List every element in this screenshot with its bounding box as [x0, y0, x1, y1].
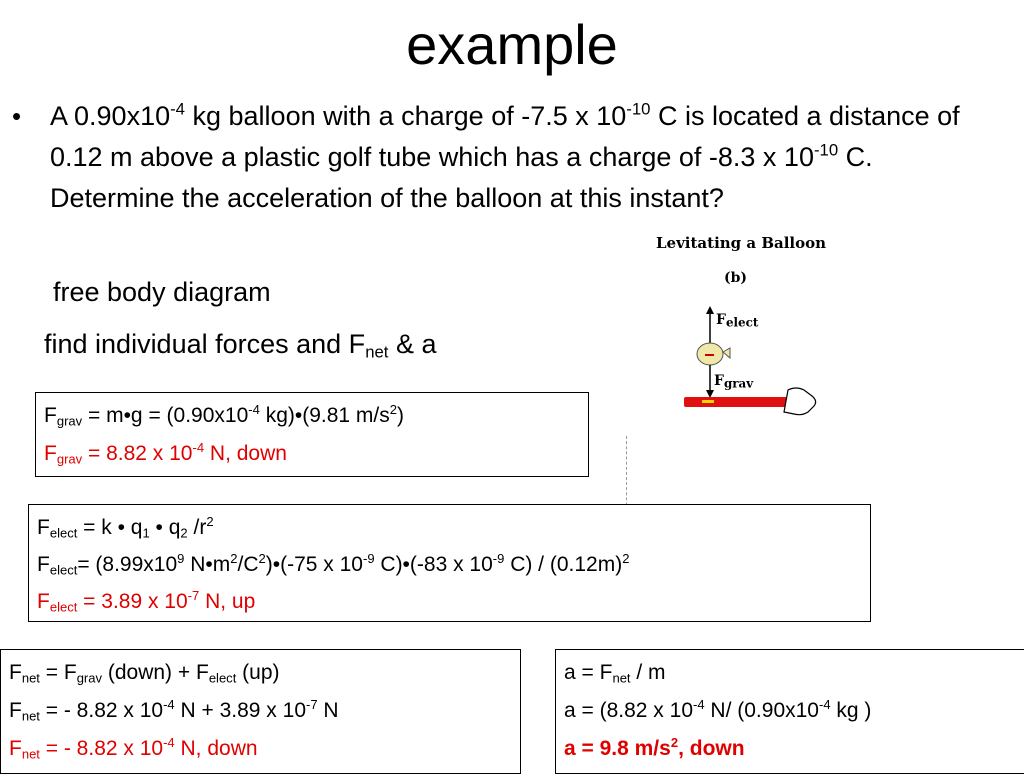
free-body-heading: free body diagram [53, 277, 271, 307]
acc-result-line: a = 9.8 $m/s^2$, down [564, 734, 745, 760]
net-formula-line: $F_{net} = F_{grav}$ (down) + $F_{elect}$ (up) [9, 661, 280, 686]
tube-highlight [702, 400, 714, 403]
electric-force-box [28, 504, 871, 622]
net-force-box [0, 649, 521, 774]
elect-result-line: $F_{elect} = 3.89$ x $10^{-7}$ N, up [37, 587, 256, 615]
balloon-knot [723, 348, 730, 358]
f-elect-label: $F_{elect}$ [716, 312, 759, 330]
find-forces-heading: find individual forces and $F_{net}$ & a [44, 329, 437, 362]
gravity-force-box [35, 392, 589, 477]
figure-title: Levitating a Balloon [656, 234, 827, 252]
elect-arrowhead [706, 306, 714, 314]
grav-arrowhead [706, 390, 714, 398]
slide-title: example [406, 13, 618, 76]
grav-formula-line: $F_{grav}$ = m•g = ($0.90x10^{-4}$ kg)•(9.81 $m/s^2$) [44, 401, 404, 429]
problem-statement: A $0.90x10^{-4}$ kg balloon with a charge of -7.5 x $10^{-10}$ C is located a distance of 0.12 m above a plastic golf tube which has a charge of -8.3 x $10^{-10}$ C. Determine the acceleration of the balloon at this instant? [50, 99, 960, 213]
net-result-line: $F_{net}$ = - 8.82 x $10^{-4}$ N, down [9, 734, 258, 762]
bullet-dot: • [12, 101, 22, 131]
acc-formula-line: $a = F_{net} / m$ [564, 661, 666, 686]
acc-substitution-line: a = (8.82 x $10^{-4}$ N/ ($0.90x10^{-4}$ kg ) [564, 696, 872, 722]
f-grav-label: $F_{grav}$ [714, 373, 754, 391]
net-substitution-line: $F_{net}$ = - 8.82 x $10^{-4}$ N + 3.89 x $10^{-7}$ N [9, 696, 339, 724]
elect-substitution-line: $F_{elect}= (8.99x10^9$ $N•m^2/C^2)•(-75$ x $10^{-9}$ C)•(-83 x $10^{-9}$ $C) / (0.12m)^2$ [37, 550, 630, 578]
acceleration-box [555, 649, 1024, 774]
grav-result-line: $F_{grav} = 8.82$ x $10^{-4}$ N, down [44, 439, 287, 467]
golf-tube [684, 397, 798, 407]
figure-label-b: (b) [724, 270, 748, 286]
elect-formula-line: $F_{elect} = k$ • $q_1$ • $q_2$ $/r^2$ [37, 513, 214, 541]
hand [784, 388, 816, 415]
